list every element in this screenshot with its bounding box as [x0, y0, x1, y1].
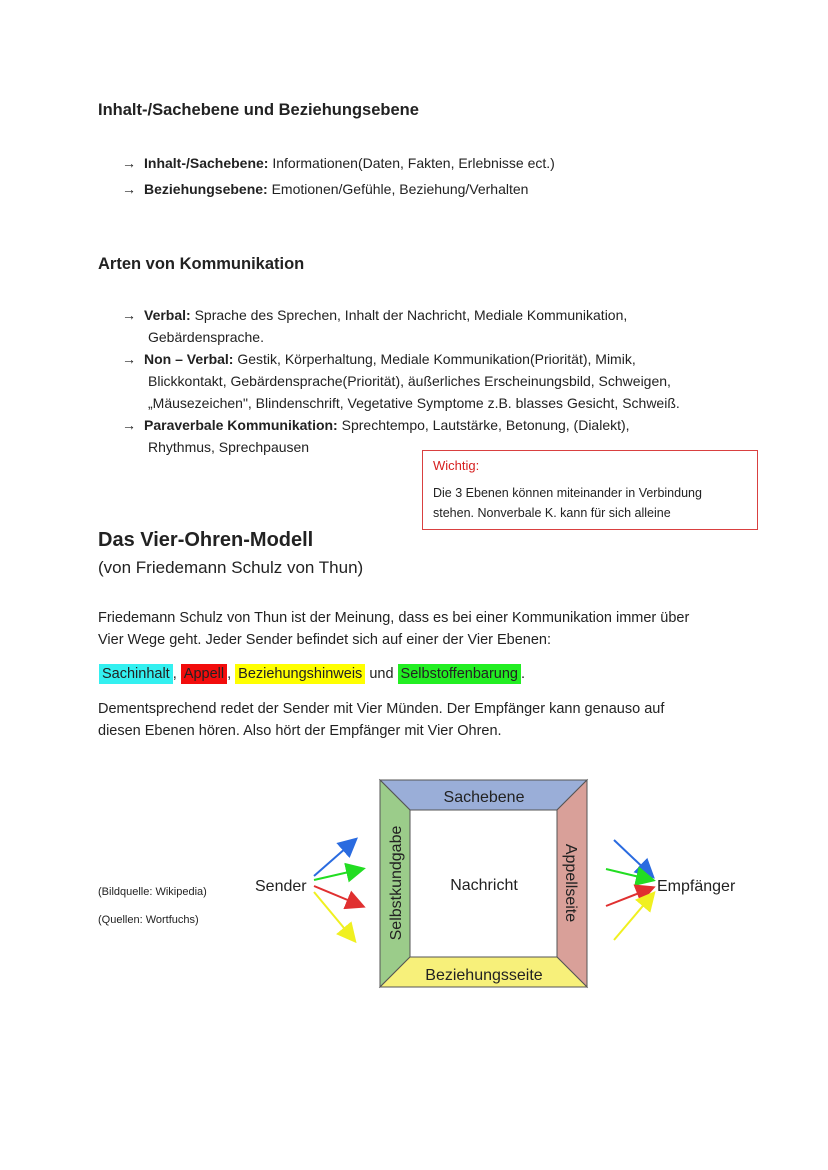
label-empfaenger: Empfänger [657, 878, 736, 895]
image-source: (Bildquelle: Wikipedia) [98, 886, 207, 898]
label-beziehungsseite: Beziehungsseite [425, 967, 543, 984]
list-item [122, 178, 528, 200]
list-item [122, 304, 762, 458]
term: Paraverbale Kommunikation: [144, 417, 338, 433]
arrow-icon: → [122, 351, 136, 367]
term: Verbal: [144, 307, 191, 323]
arrow-icon: → [122, 307, 136, 323]
note-line: stehen. Nonverbale K. kann für sich alleine [433, 506, 671, 520]
section-heading-types: Arten von Kommunikation [98, 255, 305, 273]
arrow-icon: → [122, 155, 136, 171]
section-heading-levels: Inhalt-/Sachebene und Beziehungsebene [98, 101, 419, 119]
intro-paragraph [98, 607, 758, 651]
arrow-icon: → [122, 417, 136, 433]
explanation-paragraph [98, 698, 758, 742]
definition: Sprechtempo, Lautstärke, Betonung, (Dialekt), [337, 417, 630, 433]
page-title-model: Das Vier-Ohren-Modell [98, 529, 314, 551]
paragraph-line: Dementsprechend redet der Sender mit Vier Münden. Der Empfänger kann genauso auf [98, 701, 665, 717]
definition-continued: Blickkontakt, Gebärdensprache(Priorität), äußerliches Erscheinungsbild, Schweigen, [148, 373, 671, 389]
label-sachebene: Sachebene [443, 789, 525, 806]
text-source: (Quellen: Wortfuchs) [98, 914, 199, 926]
receiver-arrow-blue [614, 840, 652, 876]
separator: und [365, 666, 398, 682]
highlight-beziehungshinweis: Beziehungshinweis [235, 664, 365, 684]
label-nachricht: Nachricht [450, 877, 518, 894]
label-appellseite: Appellseite [562, 843, 579, 923]
note-line: Die 3 Ebenen können miteinander in Verbindung [433, 486, 702, 500]
subtitle-author: (von Friedemann Schulz von Thun) [98, 558, 364, 577]
levels-highlight-line [99, 663, 525, 685]
definition: Emotionen/Gefühle, Beziehung/Verhalten [267, 181, 529, 197]
definition: Informationen(Daten, Fakten, Erlebnisse ect.) [268, 155, 555, 171]
label-sender: Sender [255, 878, 307, 895]
separator: , [227, 666, 236, 682]
definition: Gestik, Körperhaltung, Mediale Kommunikation(Priorität), Mimik, [233, 351, 636, 367]
note-title: Wichtig: [433, 458, 480, 473]
list-item [122, 152, 555, 174]
definition: Sprache des Sprechen, Inhalt der Nachricht, Mediale Kommunikation, [190, 307, 628, 323]
highlight-sachinhalt: Sachinhalt [99, 664, 173, 684]
term: Inhalt-/Sachebene: [144, 155, 269, 171]
highlight-appell: Appell [181, 664, 227, 684]
label-selbstkundgabe: Selbstkundgabe [388, 825, 405, 941]
definition-continued: „Mäusezeichen", Blindenschrift, Vegetative Symptome z.B. blasses Gesicht, Schweiß. [148, 395, 680, 411]
paragraph-line: Vier Wege geht. Jeder Sender befindet sich auf einer der Vier Ebenen: [98, 632, 552, 648]
definition-continued: Rhythmus, Sprechpausen [148, 439, 310, 455]
important-note-box [422, 450, 758, 530]
paragraph-line: diesen Ebenen hören. Also hört der Empfänger mit Vier Ohren. [98, 723, 502, 739]
highlight-selbstoffenbarung: Selbstoffenbarung [398, 664, 521, 684]
separator: , [172, 666, 181, 682]
definition-continued: Gebärdensprache. [148, 329, 264, 345]
term: Beziehungsebene: [144, 181, 268, 197]
period: . [520, 666, 526, 682]
four-ears-diagram [240, 770, 760, 995]
term: Non – Verbal: [144, 351, 234, 367]
sender-arrow-red [314, 886, 362, 906]
paragraph-line: Friedemann Schulz von Thun ist der Meinung, dass es bei einer Kommunikation immer über [98, 610, 690, 626]
sender-arrow-blue [314, 840, 355, 876]
arrow-icon: → [122, 181, 136, 197]
